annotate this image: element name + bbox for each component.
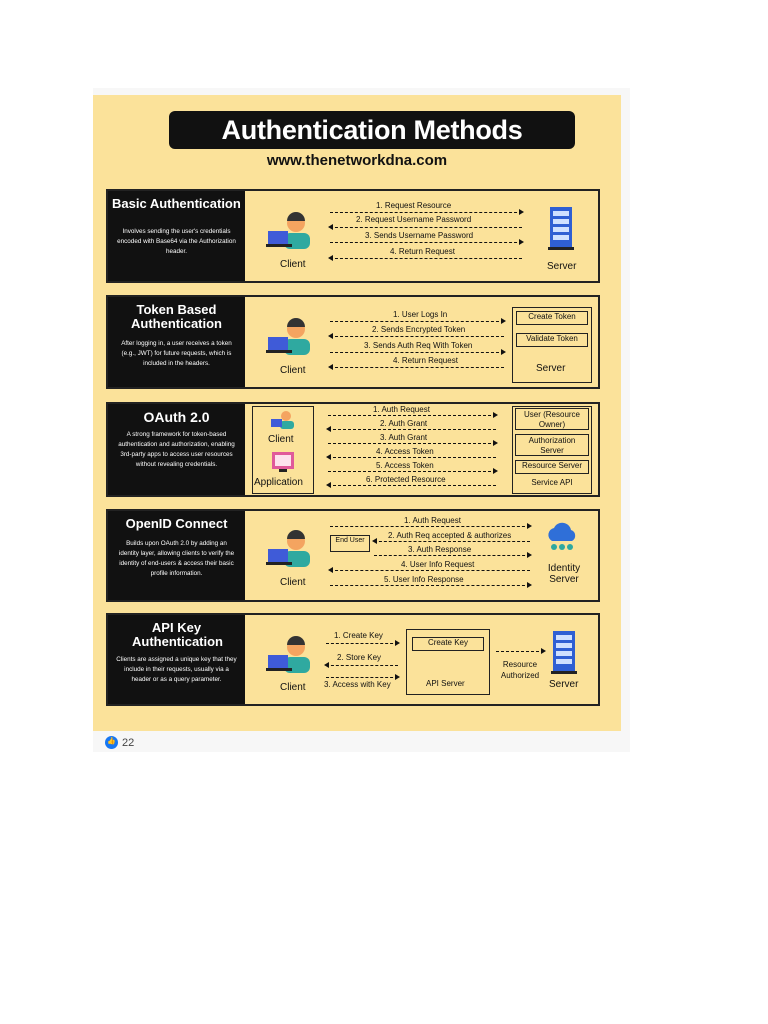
message: 4. User Info Request [401,560,475,569]
section-description: After logging in, a user receives a token (e.g., JWT) for future requests, which is included in the headers. [121,340,232,367]
authorization-server-box: Authorization Server [515,434,589,456]
arrow-left [330,570,530,571]
message: 2. Auth Req accepted & authorizes [388,531,512,540]
arrow-left [330,336,504,337]
message: 4. Access Token [376,447,434,456]
application-label: Application [254,477,303,488]
like-icon[interactable] [105,736,118,749]
section-description-panel [108,615,245,704]
arrow-left [330,227,522,228]
message: 1. Request Resource [376,201,452,210]
arrow-left [330,258,522,259]
server-icon [548,207,574,251]
section-description-panel [108,191,245,281]
arrow-right [326,643,398,644]
section-description-panel [108,511,245,600]
message: 5. Access Token [376,461,434,470]
section-token-auth [106,295,600,389]
arrow-right [330,212,522,213]
client-label: Client [268,434,294,445]
create-token-box: Create Token [516,311,588,325]
poster-site: www.thenetworkdna.com [266,152,448,169]
message: 6. Protected Resource [366,475,446,484]
message: 1. Create Key [334,631,383,640]
arrow-left [328,457,496,458]
section-description: Builds upon OAuth 2.0 by adding an identity layer, allowing clients to verify the identity of end-users & access their basic profile information. [118,540,235,577]
section-basic-auth [106,189,600,283]
create-key-box: Create Key [412,637,484,651]
client-laptop-icon [266,635,314,675]
message: 2. Auth Grant [380,419,428,428]
section-openid [106,509,600,602]
section-description-panel [108,404,245,495]
arrow-right [326,677,398,678]
arrow-left [330,367,504,368]
api-server-label: API Server [426,679,465,688]
client-label: Client [280,365,306,376]
end-user-box: End User [330,535,370,552]
arrow-left [328,485,496,486]
identity-server-label: Identity Server [547,563,581,585]
message: 1. Auth Request [373,405,430,414]
arrow-right [330,242,522,243]
arrow-left [374,541,530,542]
client-laptop-icon [266,529,314,569]
message: 2. Store Key [337,653,382,662]
message: 1. User Logs In [393,310,448,319]
reaction-bar[interactable] [105,736,134,749]
arrow-right [330,585,530,586]
like-count: 22 [122,736,135,749]
section-oauth [106,402,600,497]
arrow-right [330,352,504,353]
message: 4. Return Request [390,247,455,256]
section-title: OAuth 2.0 [143,409,210,425]
arrow-right [328,443,496,444]
message: 5. User Info Response [384,575,464,584]
resource-authorized-label: Resource Authorized [500,660,540,680]
message: 3. Sends Username Password [365,231,474,240]
message: 3. Auth Grant [380,433,428,442]
server-label: Server [549,679,579,690]
message: 1. Auth Request [404,516,461,525]
section-api-key [106,613,600,706]
arrow-left [328,429,496,430]
client-laptop-icon [266,211,314,251]
message: 3. Auth Response [408,545,472,554]
arrow-right [330,526,530,527]
validate-token-box: Validate Token [516,333,588,347]
cloud-identity-icon [544,521,580,551]
resource-server-box: Resource Server [515,460,589,474]
arrow-right [328,415,496,416]
arrow-right [328,471,496,472]
server-icon [551,631,577,675]
client-label: Client [280,682,306,693]
section-title: API Key Authentication [132,620,223,649]
message: 3. Sends Auth Req With Token [364,341,473,350]
client-label: Client [280,259,306,270]
section-description-panel [108,297,245,387]
message: 2. Request Username Password [356,215,472,224]
section-title: OpenID Connect [125,516,228,531]
poster-title: Authentication Methods [169,111,575,149]
server-label: Server [547,261,577,272]
server-label: Server [536,363,566,374]
service-api-box: Service API [531,478,573,487]
section-description: A strong framework for token-based authentication and authorization, enabling 3rd-party apps to access user resources without revealing credentials. [118,431,235,468]
arrow-right [374,555,530,556]
application-icon [271,451,295,473]
resource-owner-box: User (Resource Owner) [515,408,589,430]
section-description: Involves sending the user's credentials encoded with Base64 via the Authorization header. [117,228,236,255]
message: 3. Access with Key [324,680,391,689]
arrow-right [496,651,544,652]
section-title: Token Based Authentication [131,302,222,331]
message: 4. Return Request [393,356,458,365]
section-description: Clients are assigned a unique key that they include in their requests, usually via a header or as a query parameter. [116,656,237,683]
client-person-icon [270,409,296,431]
section-title: Basic Authentication [112,196,241,211]
client-laptop-icon [266,317,314,357]
arrow-left [326,665,398,666]
infographic [93,95,621,731]
client-label: Client [280,577,306,588]
arrow-right [330,321,504,322]
message: 2. Sends Encrypted Token [372,325,466,334]
